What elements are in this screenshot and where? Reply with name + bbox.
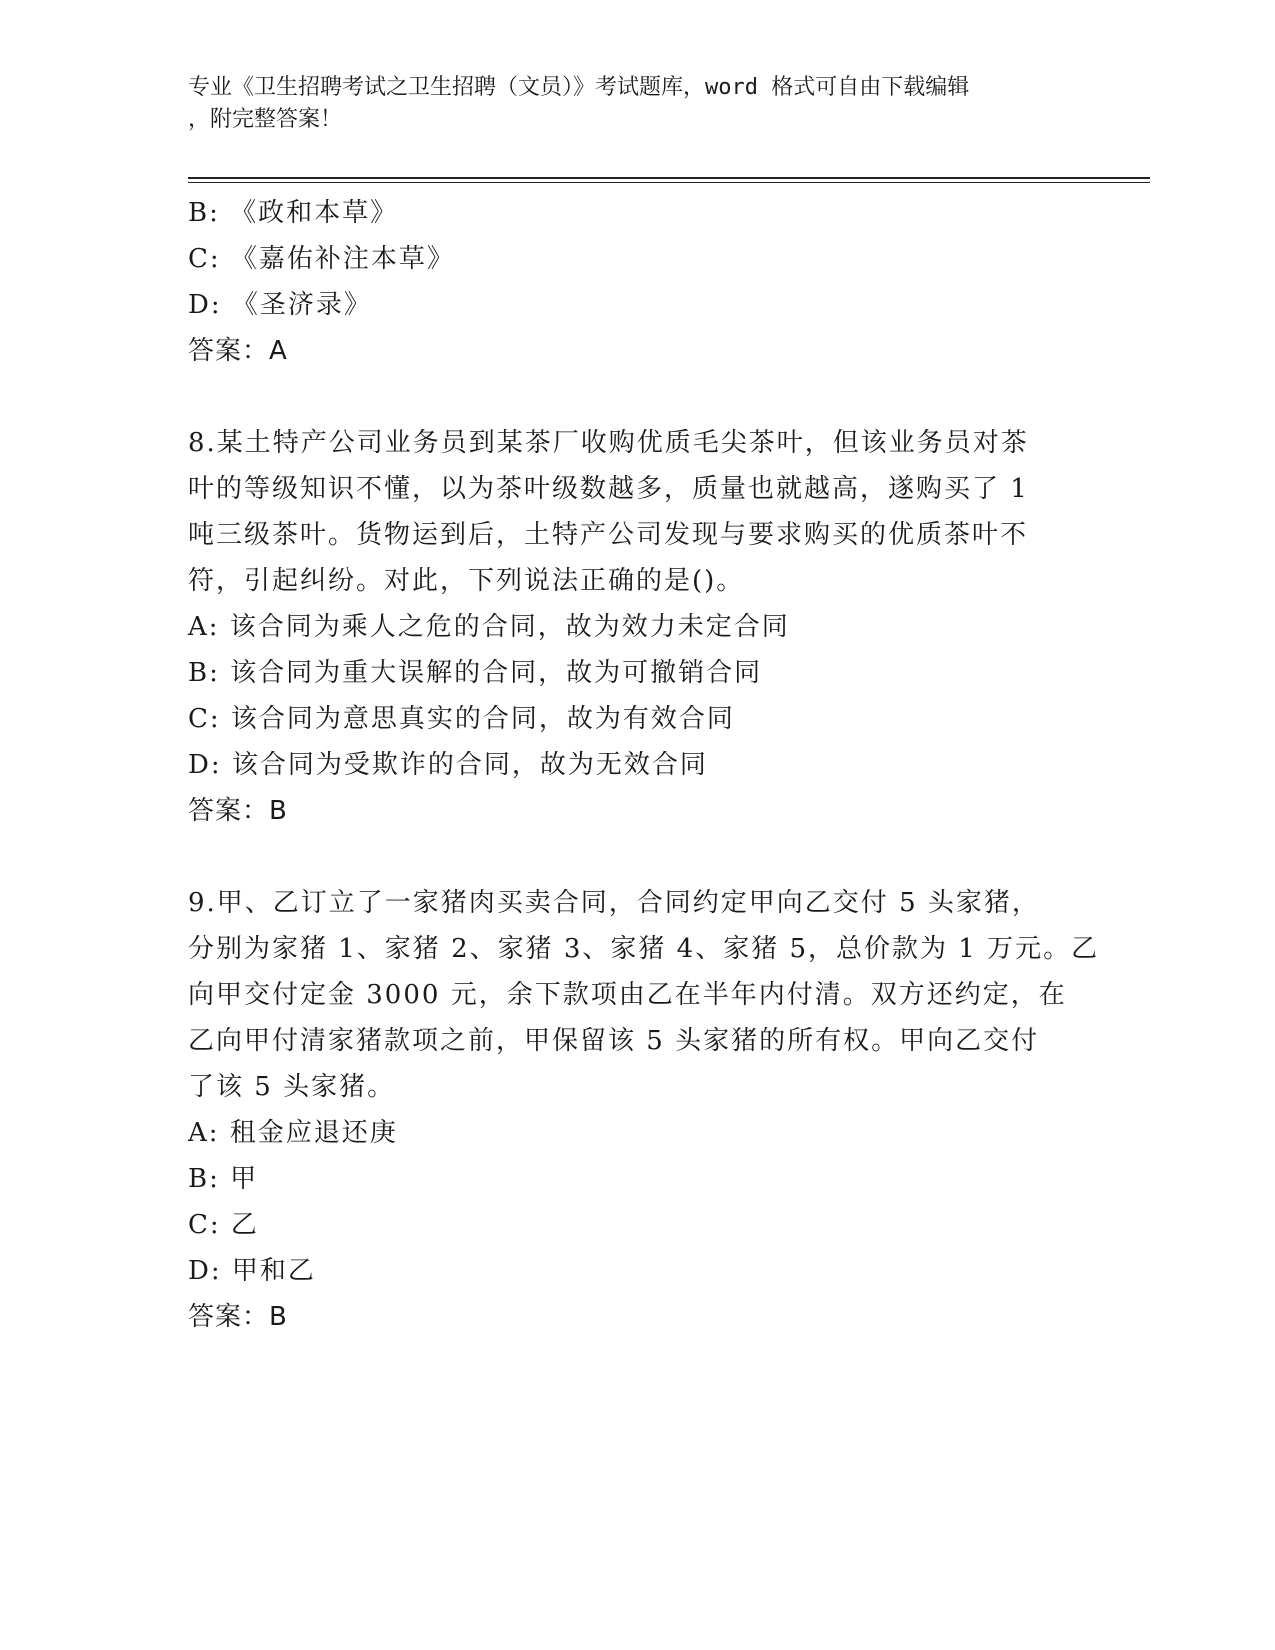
document-body [188, 190, 1100, 1340]
option-c: C: 《嘉佑补注本草》 [188, 244, 455, 274]
option-b: B: 该合同为重大误解的合同，故为可撤销合同 [188, 658, 763, 688]
question-stem-line: 了该 5 头家猪。 [188, 1072, 396, 1102]
option-c: C: 该合同为意思真实的合同，故为有效合同 [188, 704, 735, 734]
document-header [188, 72, 1088, 136]
answer: 答案：A [188, 336, 288, 366]
option-d: D: 《圣济录》 [188, 290, 372, 320]
option-b: B: 《政和本草》 [188, 198, 399, 228]
option-a: A: 租金应退还庚 [188, 1118, 398, 1148]
question-stem-line: 9.甲、乙订立了一家猪肉买卖合同，合同约定甲向乙交付 5 头家猪， [188, 888, 1040, 918]
question-8 [188, 420, 1088, 834]
question-stem-line: 分别为家猪 1、家猪 2、家猪 3、家猪 4、家猪 5，总价款为 1 万元。乙 [188, 934, 1100, 964]
option-c: C: 乙 [188, 1210, 259, 1240]
header-line-1: 专业《卫生招聘考试之卫生招聘（文员）》考试题库，word 格式可自由下载编辑 [188, 75, 970, 100]
spacer [188, 834, 1088, 880]
question-stem-line: 符，引起纠纷。对此，下列说法正确的是()。 [188, 566, 745, 596]
spacer [188, 374, 1088, 420]
option-d: D: 甲和乙 [188, 1256, 316, 1286]
header-divider-thick [188, 177, 1150, 179]
answer: 答案：B [188, 1302, 288, 1332]
header-line-2: ，附完整答案！ [188, 107, 343, 132]
answer: 答案：B [188, 796, 288, 826]
question-stem-line: 吨三级茶叶。货物运到后，土特产公司发现与要求购买的优质茶叶不 [188, 520, 1029, 550]
option-d: D: 该合同为受欺诈的合同，故为无效合同 [188, 750, 708, 780]
question-stem-line: 向甲交付定金 3000 元，余下款项由乙在半年内付清。双方还约定，在 [188, 980, 1067, 1010]
question-9 [188, 880, 1100, 1340]
option-a: A: 该合同为乘人之危的合同，故为效力未定合同 [188, 612, 790, 642]
header-divider-thin [188, 182, 1150, 183]
question-stem-line: 8.某土特产公司业务员到某茶厂收购优质毛尖茶叶，但该业务员对茶 [188, 428, 1029, 458]
question-7-continued [188, 190, 1088, 374]
question-stem-line: 乙向甲付清家猪款项之前，甲保留该 5 头家猪的所有权。甲向乙交付 [188, 1026, 1040, 1056]
question-stem-line: 叶的等级知识不懂，以为茶叶级数越多，质量也就越高，遂购买了 1 [188, 474, 1029, 504]
option-b: B: 甲 [188, 1164, 259, 1194]
